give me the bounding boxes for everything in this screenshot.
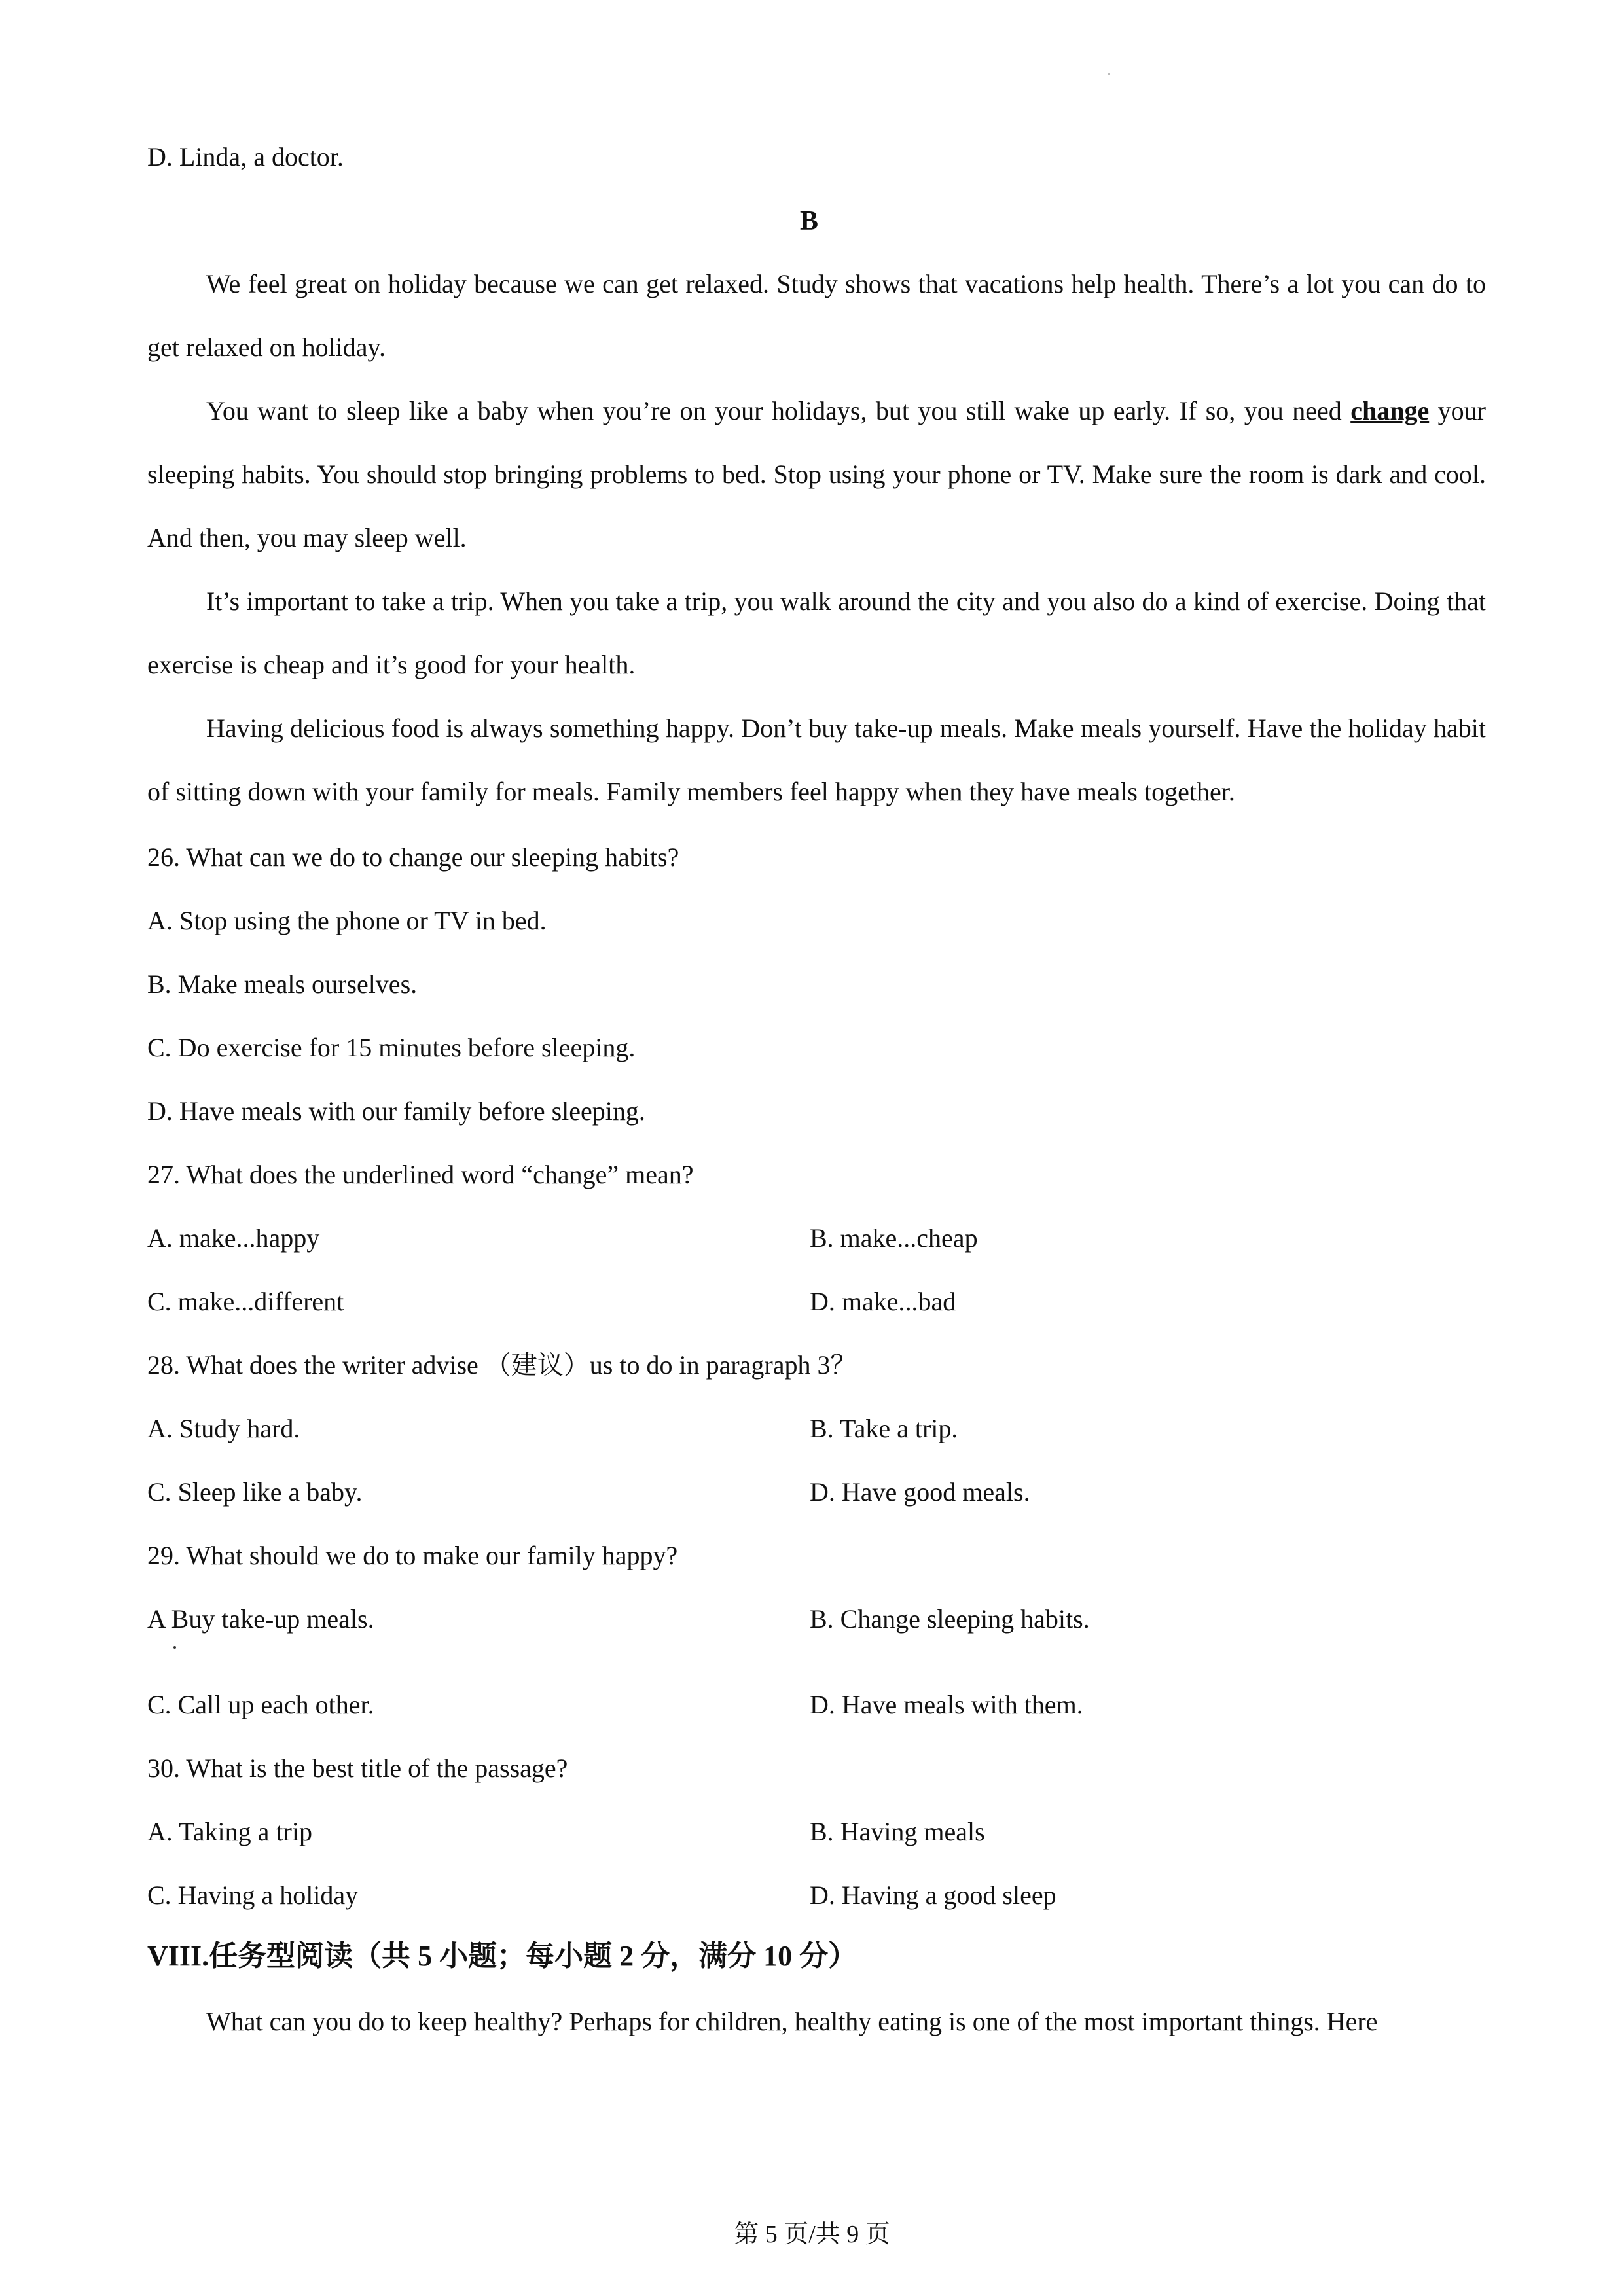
question-26-option-d: D. Have meals with our family before sleeping.	[147, 1096, 645, 1126]
stray-mark	[173, 1646, 176, 1649]
passage-paragraph-3: It’s important to take a trip. When you take a trip, you walk around the city and you also do a kind of exercise. Doing that exercise is cheap and it’s good for your health.	[147, 586, 1486, 679]
question-28-option-b: B. Take a trip.	[810, 1414, 958, 1443]
question-26-option-b: B. Make meals ourselves.	[147, 969, 418, 999]
paragraph-2-text-end: your sleeping habits. You should stop bringing problems to bed. Stop using your phone or TV. Make sure the room is dark and cool. And then, you may sleep well.	[147, 396, 1486, 552]
question-27-option-a: A. make...happy	[147, 1223, 320, 1253]
passage-paragraph-2	[147, 379, 1486, 569]
question-29-option-d: D. Have meals with them.	[810, 1690, 1083, 1719]
paragraph-2-text-start: You want to sleep like a baby when you’re on your holidays, but you still wake up early. If so, you need	[206, 396, 1351, 425]
question-27-option-c: C. make...different	[147, 1287, 344, 1316]
question-27-option-d: D. make...bad	[810, 1287, 956, 1316]
question-30-option-d: D. Having a good sleep	[810, 1880, 1056, 1910]
question-30-option-b: B. Having meals	[810, 1817, 985, 1846]
question-29-option-c: C. Call up each other.	[147, 1690, 374, 1719]
question-30-stem: 30. What is the best title of the passage?	[147, 1753, 568, 1783]
section-viii-intro: What can you do to keep healthy? Perhaps for children, healthy eating is one of the most important things. Here	[206, 2007, 1378, 2036]
section-viii-heading: VIII.任务型阅读（共 5 小题；每小题 2 分，满分 10 分）	[147, 1940, 857, 1972]
question-28-option-d: D. Have good meals.	[810, 1477, 1030, 1507]
question-29-stem: 29. What should we do to make our family happy?	[147, 1541, 678, 1570]
question-27-option-b: B. make...cheap	[810, 1223, 978, 1253]
passage-paragraph-1: We feel great on holiday because we can get relaxed. Study shows that vacations help health. There’s a lot you can do to get relaxed on holiday.	[147, 269, 1486, 362]
option-d-linda: D. Linda, a doctor.	[147, 142, 344, 171]
section-b-heading: B	[800, 206, 819, 236]
question-26-option-c: C. Do exercise for 15 minutes before sleeping.	[147, 1033, 636, 1062]
underlined-word-change: change	[1350, 396, 1430, 425]
passage-paragraph-4: Having delicious food is always something happy. Don’t buy take-up meals. Make meals yourself. Have the holiday habit of sitting down with your family for meals. Family members feel happy when they have meals together.	[147, 713, 1486, 806]
question-28-option-c: C. Sleep like a baby.	[147, 1477, 363, 1507]
question-27-stem: 27. What does the underlined word “change” mean?	[147, 1160, 694, 1189]
question-26-stem: 26. What can we do to change our sleeping habits?	[147, 842, 679, 872]
page-footer: 第 5 页/共 9 页	[734, 2221, 890, 2248]
question-28-stem: 28. What does the writer advise （建议）us to do in paragraph 3？	[147, 1350, 857, 1380]
question-29-option-b: B. Change sleeping habits.	[810, 1604, 1090, 1634]
question-29-option-a: A Buy take-up meals.	[147, 1604, 374, 1634]
question-30-option-c: C. Having a holiday	[147, 1880, 359, 1910]
question-30-option-a: A. Taking a trip	[147, 1817, 312, 1846]
scan-speck	[1108, 73, 1110, 75]
question-26-option-a: A. Stop using the phone or TV in bed.	[147, 906, 547, 935]
question-28-option-a: A. Study hard.	[147, 1414, 300, 1443]
